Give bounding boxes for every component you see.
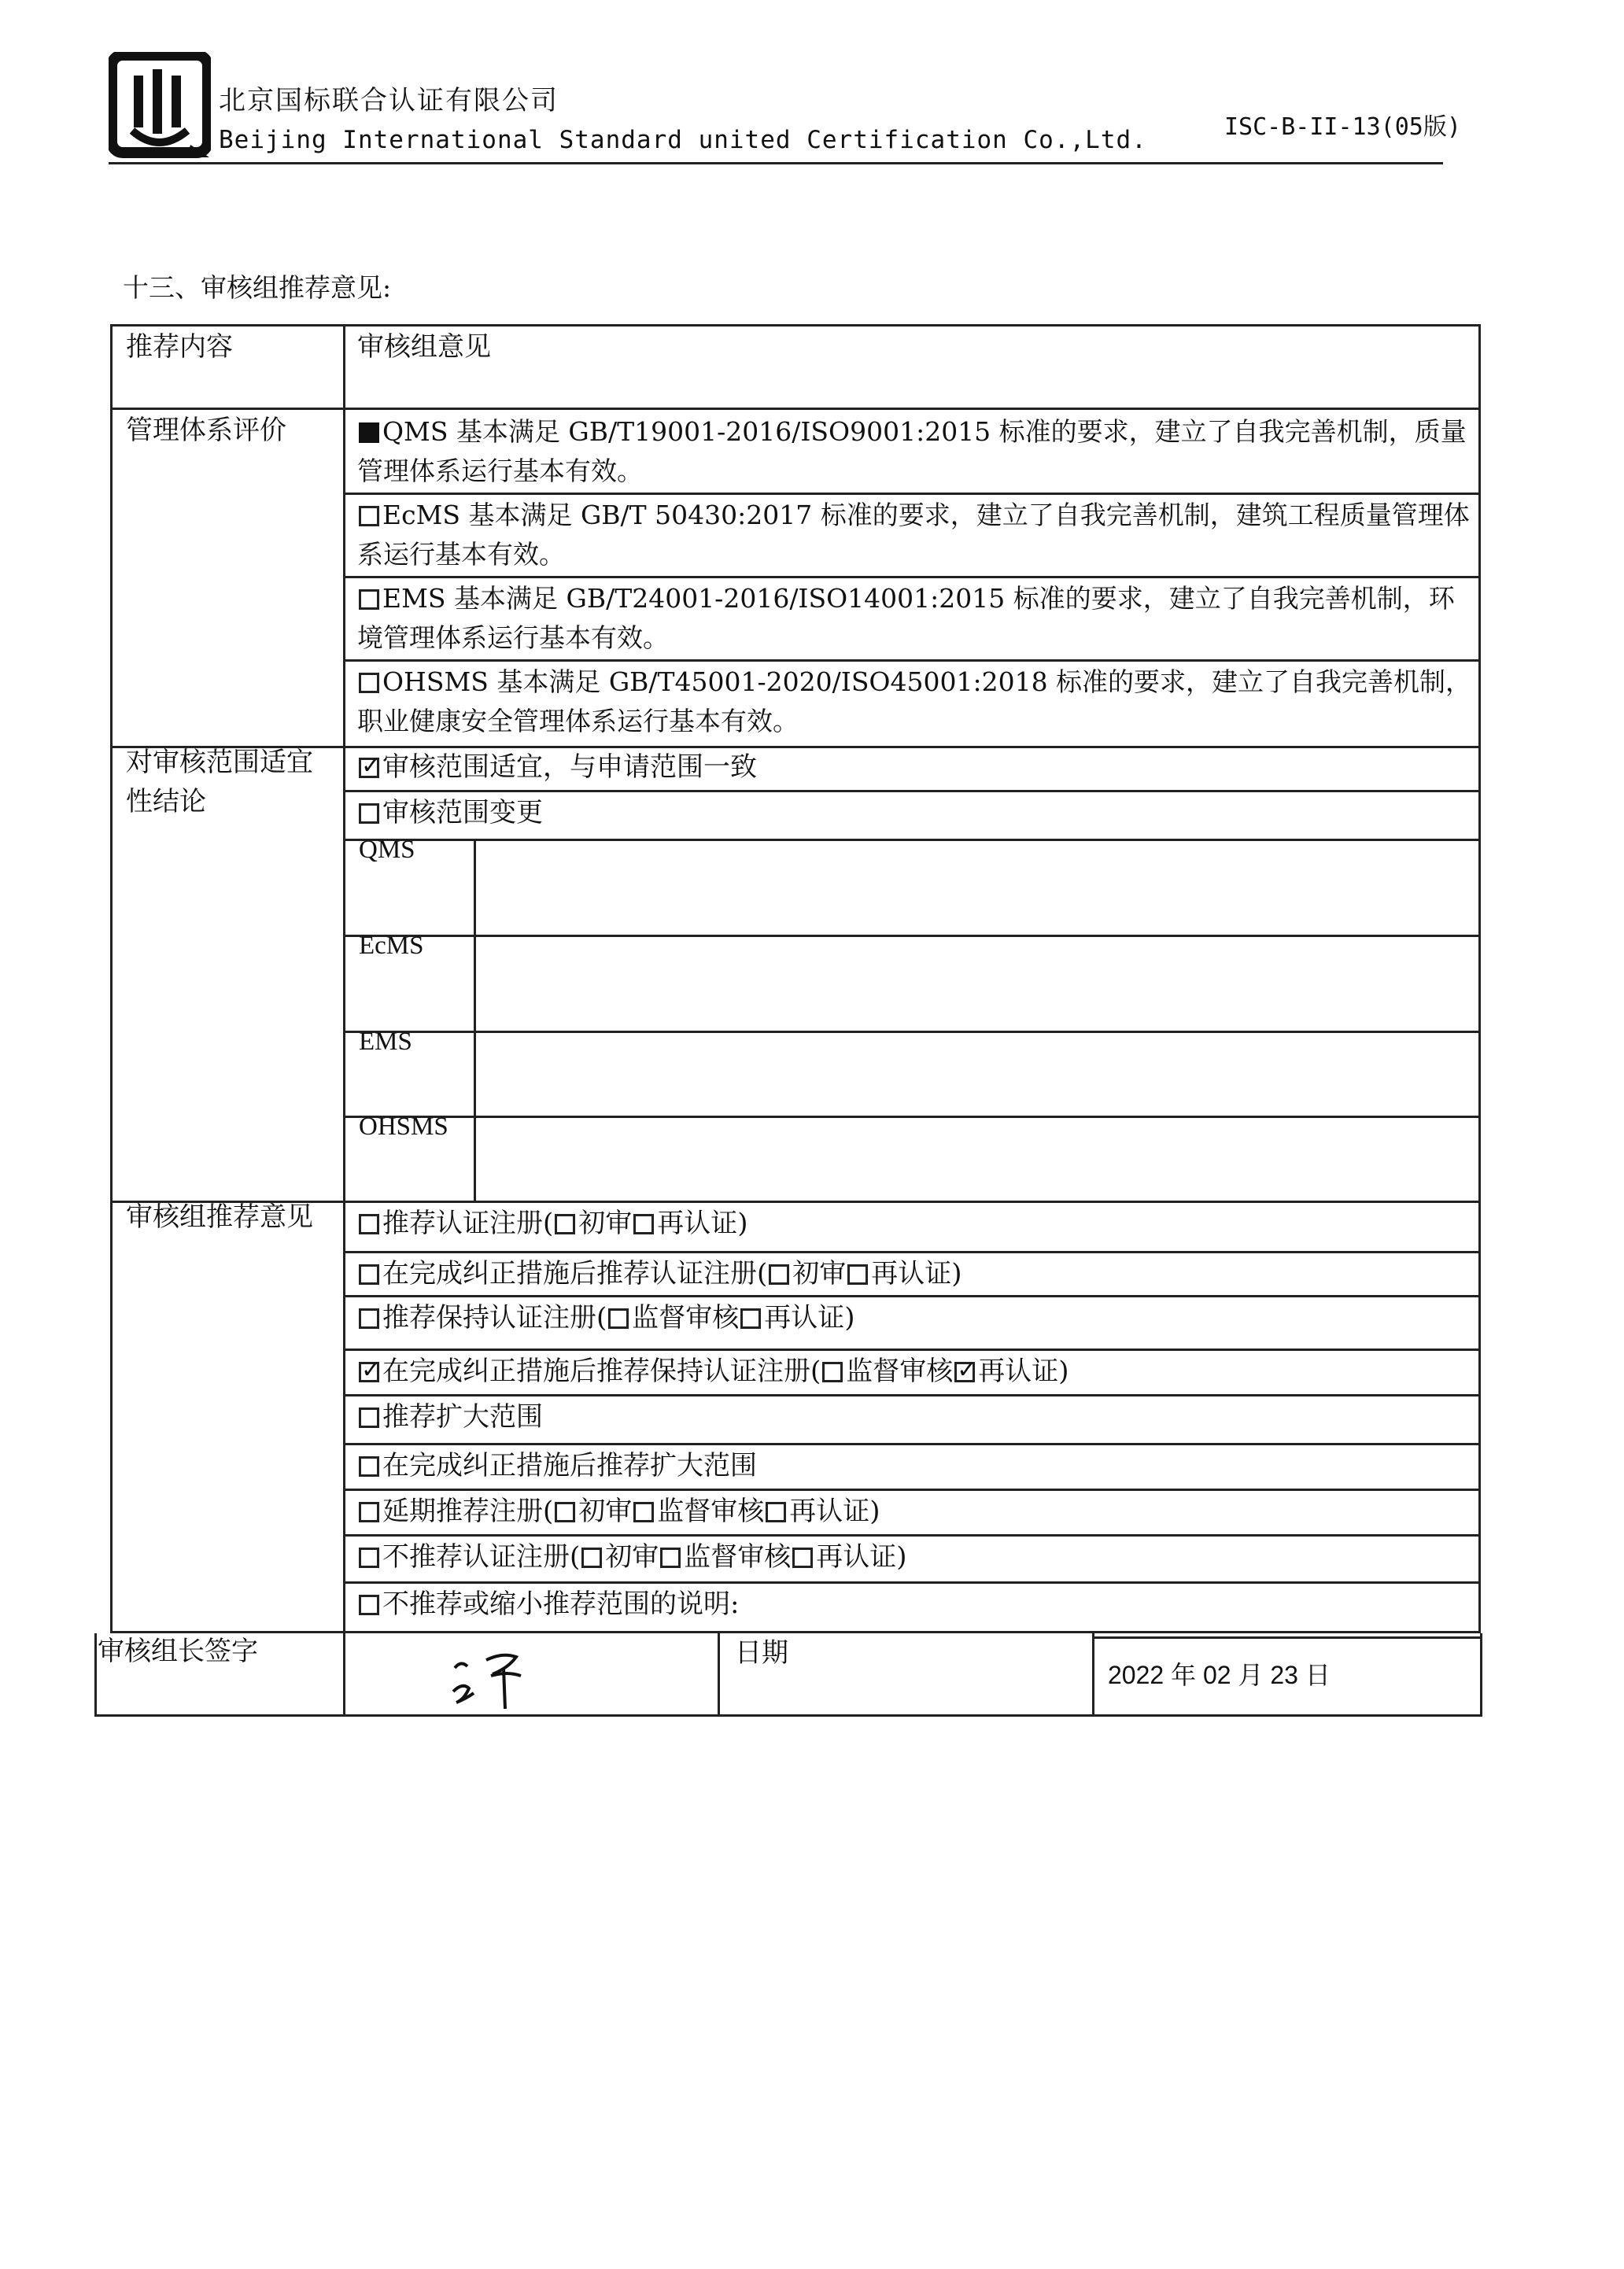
checkbox-icon[interactable] [660,1548,681,1568]
scope-label-line2: 性结论 [126,786,206,817]
checkbox-icon[interactable] [359,589,379,610]
cell-divider [343,1581,1481,1584]
checkbox-icon[interactable] [792,1548,813,1568]
recommendation-option-text: 延期推荐注册( [382,1496,554,1527]
checkbox-icon[interactable] [359,1214,379,1234]
recommendation-option-text: 初审 [792,1258,847,1289]
recommendation-option [357,1585,739,1624]
checkbox-icon[interactable] [633,1502,654,1522]
checkbox-icon[interactable] [740,1308,761,1329]
checkbox-filled-icon[interactable] [359,422,379,443]
scope-system-ecms: EcMS [359,932,424,960]
document-code: ISC-B-II-13(05版) [1224,113,1461,141]
company-logo [109,52,211,159]
checkbox-icon[interactable] [769,1264,789,1285]
recommendation-option-text: 监督审核 [657,1496,765,1527]
checkbox-icon[interactable] [359,506,379,526]
mgmt-eval-item-ohsms: OHSMS 基本满足 GB/T45001-2020/ISO45001:2018 标准的要求，建立了自我完善机制，职业健康安全管理体系运行基本有效。 [357,666,1472,736]
mgmt-eval-item-ecms: EcMS 基本满足 GB/T 50430:2017 标准的要求，建立了自我完善机制，建筑工程质量管理体系运行基本有效。 [357,500,1470,570]
cell-divider [343,790,1481,792]
checkbox-icon[interactable] [555,1214,575,1234]
cell-divider [343,1534,1481,1537]
checkbox-icon[interactable] [359,1595,379,1615]
sig-divider [343,1633,345,1717]
recommendation-option [357,1446,757,1485]
mgmt-eval-label: 管理体系评价 [126,415,286,446]
recommendation-option-text: 监督审核 [846,1356,954,1387]
recommendation-option-text: 在完成纠正措施后推荐扩大范围 [382,1450,757,1481]
recommendation-option [357,1204,748,1243]
date-value: 2022 年 02 月 23 日 [1108,1661,1331,1689]
recommendation-option-text: 在完成纠正措施后推荐保持认证注册( [382,1356,821,1387]
recommendation-label: 审核组推荐意见 [126,1201,313,1233]
company-name-cn: 北京国标联合认证有限公司 [219,85,559,116]
cell-divider [343,1348,1481,1351]
recommendation-option-text: 不推荐认证注册( [382,1541,581,1573]
scope-label-line1: 对审核范围适宜 [126,747,313,778]
checkbox-icon[interactable] [822,1362,843,1382]
checkbox-icon[interactable] [766,1502,786,1522]
cell-divider [343,839,1481,841]
cell-divider [343,1489,1481,1491]
checkbox-icon[interactable] [359,673,379,693]
cell-divider [343,1031,1481,1033]
recommendation-option-text: 再认证) [816,1541,907,1573]
cell-divider [343,1443,1481,1445]
recommendation-option-text: 初审 [578,1496,633,1527]
recommendation-option-text: 推荐扩大范围 [382,1401,543,1433]
checkbox-checked-icon[interactable] [954,1362,975,1382]
recommendation-option [357,1298,855,1337]
recommendation-option [357,1537,907,1577]
scope-appropriate-option: ✓审核范围适宜，与申请范围一致 [357,747,757,787]
recommendation-option-text: 再认证) [871,1258,962,1289]
mgmt-eval-item-ems: EMS 基本满足 GB/T24001-2016/ISO14001:2015 标准的要求，建立了自我完善机制，环境管理体系运行基本有效。 [357,583,1455,653]
sig-divider [1092,1633,1094,1717]
recommendation-option [357,1254,962,1293]
recommendation-option [357,1397,543,1437]
recommendation-option-text: 再认证) [657,1208,748,1239]
table-col-divider [343,324,345,1633]
leader-signature-label: 审核组长签字 [98,1636,258,1667]
checkbox-icon[interactable] [359,1456,379,1477]
mgmt-eval-item-qms: QMS 基本满足 GB/T19001-2016/ISO9001:2015 标准的要求，建立了自我完善机制，质量管理体系运行基本有效。 [357,416,1467,486]
checkbox-icon[interactable] [608,1308,629,1329]
row-divider [110,408,1481,410]
recommendation-option-text: 监督审核 [632,1302,740,1334]
checkbox-checked-icon[interactable] [359,1362,379,1382]
sig-divider [1092,1636,1482,1639]
section-title: 十三、审核组推荐意见: [123,272,392,303]
cell-divider [343,1394,1481,1396]
scope-system-ohsms: OHSMS [359,1112,448,1141]
recommendation-option-text: 在完成纠正措施后推荐认证注册( [382,1258,768,1289]
recommendation-option-text: 再认证) [789,1496,880,1527]
checkbox-icon[interactable] [555,1502,575,1522]
recommendation-option-text: 初审 [605,1541,659,1573]
company-name-en: Beijing International Standard united Certification Co.,Ltd. [219,126,1147,154]
header-rule [109,162,1443,164]
cell-divider [343,1116,1481,1118]
row-divider [110,1201,1481,1203]
col-header-opinion: 审核组意见 [357,331,491,363]
checkbox-icon[interactable] [359,1548,379,1568]
date-label: 日期 [735,1637,788,1669]
recommendation-option-text: 推荐保持认证注册( [382,1302,607,1334]
checkbox-icon[interactable] [581,1548,602,1568]
cell-divider [343,493,1481,495]
scope-system-ems: EMS [359,1028,412,1056]
recommendation-option-text: 初审 [578,1208,633,1239]
cell-divider [343,576,1481,578]
recommendation-option-text: 再认证) [764,1302,855,1334]
scope-system-qms: QMS [359,836,415,864]
checkbox-icon[interactable] [359,803,379,824]
row-divider [110,746,1481,748]
col-header-content: 推荐内容 [126,331,233,363]
checkbox-icon[interactable] [359,1308,379,1329]
checkbox-checked-icon[interactable] [359,758,379,778]
cell-divider [343,659,1481,662]
checkbox-icon[interactable] [359,1408,379,1428]
recommendation-option [357,1492,880,1531]
leader-signature [445,1636,540,1715]
checkbox-icon[interactable] [359,1264,379,1285]
scope-change-option: 审核范围变更 [357,793,543,832]
recommendation-option-text: 再认证) [978,1356,1069,1387]
cell-divider [343,1251,1481,1253]
systems-col-divider [474,840,476,1201]
checkbox-icon[interactable] [847,1264,868,1285]
recommendation-option-text: 监督审核 [684,1541,792,1573]
sig-divider [718,1633,720,1717]
checkbox-icon[interactable] [633,1214,654,1234]
cell-divider [343,1295,1481,1297]
checkbox-icon[interactable] [359,1502,379,1522]
recommendation-option-text: 推荐认证注册( [382,1208,554,1239]
cell-divider [343,935,1481,937]
recommendation-option-text: 不推荐或缩小推荐范围的说明: [382,1588,740,1620]
recommendation-option [357,1352,1069,1391]
